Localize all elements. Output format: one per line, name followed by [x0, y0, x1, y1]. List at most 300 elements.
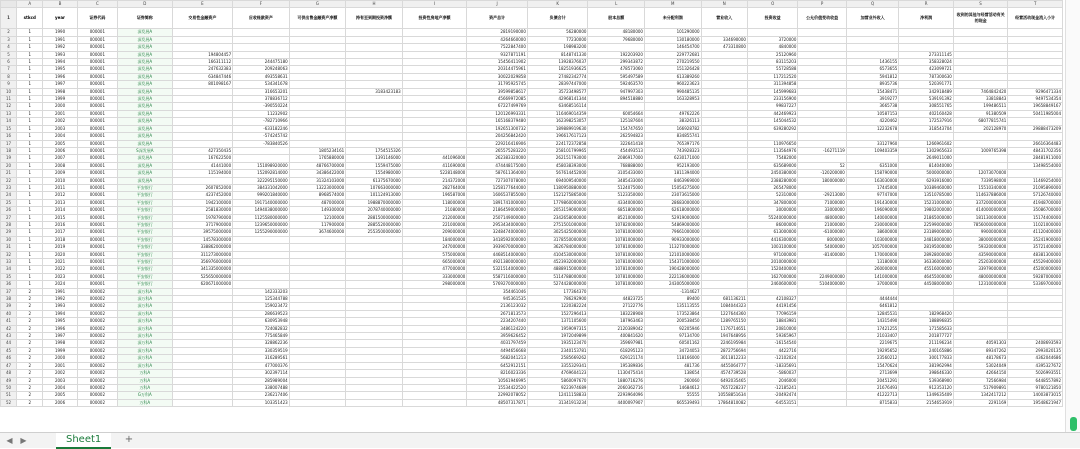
table-cell[interactable]: 2234207440 [467, 318, 528, 325]
table-cell[interactable] [346, 110, 403, 117]
row-number[interactable]: 9 [1, 81, 17, 88]
table-cell[interactable]: 33818843 [953, 96, 1008, 103]
table-cell[interactable]: 深万科A [118, 296, 173, 303]
table-cell[interactable]: 5941812 [846, 73, 898, 80]
table-cell[interactable] [953, 29, 1008, 36]
table-cell[interactable]: 1880716276 [588, 377, 645, 384]
table-cell[interactable]: 19548621947 [1008, 399, 1063, 406]
table-cell[interactable]: 1 [17, 177, 43, 184]
table-cell[interactable]: 2 [17, 362, 43, 369]
table-cell[interactable]: 681136211 [701, 296, 747, 303]
row-number[interactable]: 52 [1, 399, 17, 406]
table-cell[interactable]: 1255290000000 [233, 229, 290, 236]
table-cell[interactable]: 146454700 [644, 44, 701, 51]
table-cell[interactable]: 深发展A [118, 125, 173, 132]
table-cell[interactable] [402, 399, 467, 406]
table-cell[interactable]: 55555 [644, 392, 701, 399]
table-cell[interactable]: 192203920 [588, 51, 645, 58]
table-cell[interactable] [953, 310, 1008, 317]
table-cell[interactable]: 3486124220 [467, 325, 528, 332]
table-cell[interactable]: 14315490 [846, 318, 898, 325]
column-header[interactable]: F [233, 1, 290, 8]
table-cell[interactable]: 3717900000 [172, 221, 233, 228]
table-cell[interactable]: 1436155 [846, 59, 898, 66]
table-cell[interactable]: 2001 [43, 110, 77, 117]
table-cell[interactable] [402, 73, 467, 80]
table-cell[interactable] [172, 333, 233, 340]
table-cell[interactable]: 1371105600 [527, 318, 588, 325]
column-header[interactable]: P [798, 1, 846, 8]
table-cell[interactable] [346, 66, 403, 73]
table-cell[interactable] [1008, 288, 1063, 295]
table-cell[interactable] [346, 103, 403, 110]
row-number[interactable]: 1 [1, 8, 17, 29]
header-cell[interactable]: 交易性金融资产 [172, 8, 233, 29]
table-cell[interactable]: 4264660000 [467, 36, 528, 43]
table-cell[interactable]: 5000000000 [899, 170, 954, 177]
table-cell[interactable]: 2713699 [846, 370, 898, 377]
table-cell[interactable]: 10781000000 [588, 273, 645, 280]
table-cell[interactable] [798, 133, 846, 140]
table-cell[interactable]: 1 [17, 110, 43, 117]
header-cell[interactable]: 应收账款资产 [233, 8, 290, 29]
table-cell[interactable] [953, 81, 1008, 88]
table-cell[interactable]: 341335000000 [172, 266, 233, 273]
table-cell[interactable] [402, 340, 467, 347]
table-cell[interactable] [953, 333, 1008, 340]
table-cell[interactable]: 12411158833 [527, 392, 588, 399]
table-cell[interactable]: 3105433000 [588, 170, 645, 177]
table-cell[interactable] [172, 118, 233, 125]
table-cell[interactable]: 54869000000 [644, 221, 701, 228]
table-cell[interactable]: 768888000 [588, 162, 645, 169]
table-cell[interactable] [172, 133, 233, 140]
table-cell[interactable] [172, 44, 233, 51]
table-cell[interactable]: 2010000000 [747, 259, 797, 266]
table-cell[interactable]: 20810000 [747, 325, 797, 332]
table-cell[interactable]: 190428000000 [644, 266, 701, 273]
table-cell[interactable]: 1391146000 [346, 155, 403, 162]
table-cell[interactable]: 12232678 [846, 125, 898, 132]
table-cell[interactable] [346, 281, 403, 288]
table-cell[interactable]: 79661000000 [644, 229, 701, 236]
table-cell[interactable]: 5228148000 [402, 170, 467, 177]
table-cell[interactable] [701, 281, 747, 288]
table-cell[interactable]: 192651300732 [467, 125, 528, 132]
table-cell[interactable]: 2013 [43, 199, 77, 206]
table-cell[interactable]: 814040000 [899, 162, 954, 169]
table-cell[interactable] [1008, 303, 1063, 310]
table-cell[interactable]: 2 [17, 325, 43, 332]
table-cell[interactable]: 298000000 [402, 281, 467, 288]
table-cell[interactable]: 000002 [77, 296, 117, 303]
row-number[interactable]: 14 [1, 118, 17, 125]
table-cell[interactable]: 68077815741 [953, 118, 1008, 125]
table-cell[interactable]: 121010000000 [644, 251, 701, 258]
table-cell[interactable]: 10781000000 [588, 244, 645, 251]
table-cell[interactable]: 000001 [77, 273, 117, 280]
table-cell[interactable] [953, 44, 1008, 51]
table-cell[interactable] [846, 51, 898, 58]
table-cell[interactable]: 912353120 [899, 384, 954, 391]
table-cell[interactable]: 2 [17, 310, 43, 317]
table-cell[interactable]: 183228908 [588, 310, 645, 317]
table-cell[interactable]: 575000000 [402, 251, 467, 258]
table-cell[interactable]: 1779860000000 [527, 199, 588, 206]
table-cell[interactable] [798, 125, 846, 132]
table-cell[interactable]: 48000000000 [953, 273, 1008, 280]
table-cell[interactable] [172, 29, 233, 36]
table-cell[interactable]: 282764000 [402, 184, 467, 191]
add-sheet-button[interactable]: + [124, 434, 134, 445]
table-cell[interactable]: 247000000 [402, 244, 467, 251]
table-cell[interactable]: 4574739528 [701, 370, 747, 377]
table-cell[interactable] [289, 392, 346, 399]
table-cell[interactable]: 116469014359 [527, 110, 588, 117]
table-cell[interactable] [953, 296, 1008, 303]
table-cell[interactable]: 4888915000000 [527, 266, 588, 273]
table-cell[interactable]: 4769604123 [527, 370, 588, 377]
table-cell[interactable] [798, 118, 846, 125]
table-cell[interactable] [402, 118, 467, 125]
table-cell[interactable]: 743928323 [644, 147, 701, 154]
column-header[interactable]: C [77, 1, 117, 8]
table-cell[interactable]: 1 [17, 214, 43, 221]
table-cell[interactable] [172, 362, 233, 369]
table-cell[interactable]: 229216416906 [467, 140, 528, 147]
table-cell[interactable]: 311273000000 [172, 251, 233, 258]
table-cell[interactable]: 89400 [644, 296, 701, 303]
table-cell[interactable]: 000001 [77, 140, 117, 147]
table-cell[interactable]: 477000000 [402, 266, 467, 273]
header-cell[interactable]: year [43, 8, 77, 29]
table-cell[interactable]: 89347262 [953, 347, 1008, 354]
table-cell[interactable]: 38600000 [846, 229, 898, 236]
table-cell[interactable] [953, 36, 1008, 43]
row-number[interactable]: 21 [1, 170, 17, 177]
table-cell[interactable]: 221000000 [402, 221, 467, 228]
table-cell[interactable] [233, 251, 290, 258]
table-cell[interactable]: 6851800000 [588, 207, 645, 214]
table-cell[interactable]: 1 [17, 162, 43, 169]
table-cell[interactable]: 77096159 [747, 310, 797, 317]
table-cell[interactable] [289, 310, 346, 317]
table-cell[interactable]: 1 [17, 229, 43, 236]
table-cell[interactable] [172, 347, 233, 354]
table-cell[interactable]: 629121174 [588, 355, 645, 362]
table-cell[interactable] [1008, 36, 1063, 43]
table-cell[interactable]: 2022 [43, 266, 77, 273]
table-cell[interactable]: 334690000 [701, 36, 747, 43]
table-cell[interactable] [289, 384, 346, 391]
table-cell[interactable] [233, 266, 290, 273]
table-cell[interactable]: 166928782 [644, 125, 701, 132]
table-cell[interactable]: 3720000 [747, 36, 797, 43]
table-cell[interactable] [233, 259, 290, 266]
table-cell[interactable]: 平安银行 [118, 214, 173, 221]
table-cell[interactable] [346, 370, 403, 377]
table-cell[interactable]: 28481911000 [1008, 155, 1063, 162]
column-header[interactable]: T [1008, 1, 1063, 8]
table-cell[interactable]: 138654 [644, 370, 701, 377]
table-cell[interactable]: -633182246 [233, 125, 290, 132]
table-cell[interactable]: 41120400000 [1008, 229, 1063, 236]
table-cell[interactable]: 000001 [77, 81, 117, 88]
row-number[interactable]: 16 [1, 133, 17, 140]
table-cell[interactable]: 2004 [43, 133, 77, 140]
table-cell[interactable] [1008, 170, 1063, 177]
table-cell[interactable]: 333000000 [402, 273, 467, 280]
table-cell[interactable] [233, 244, 290, 251]
column-header[interactable]: L [588, 1, 645, 8]
table-cell[interactable]: 15470624 [846, 362, 898, 369]
table-cell[interactable]: 3939070000000 [467, 244, 528, 251]
table-cell[interactable]: 173523864 [644, 310, 701, 317]
table-cell[interactable] [588, 103, 645, 110]
table-cell[interactable] [289, 29, 346, 36]
table-cell[interactable]: 567614452000 [527, 170, 588, 177]
table-cell[interactable] [289, 370, 346, 377]
table-cell[interactable]: 2 [17, 370, 43, 377]
table-cell[interactable]: 5860097670 [527, 377, 588, 384]
table-cell[interactable]: -1314627 [644, 288, 701, 295]
row-number[interactable]: 26 [1, 207, 17, 214]
table-cell[interactable]: 330359519 [233, 347, 290, 354]
table-cell[interactable]: 2819190000 [467, 29, 528, 36]
table-cell[interactable] [289, 96, 346, 103]
table-cell[interactable]: 765397176 [644, 140, 701, 147]
row-number[interactable]: 41 [1, 318, 17, 325]
table-cell[interactable] [701, 288, 747, 295]
table-cell[interactable]: 960223623 [644, 81, 701, 88]
table-cell[interactable] [233, 29, 290, 36]
table-cell[interactable]: 1 [17, 207, 43, 214]
table-cell[interactable]: 196617617123 [527, 133, 588, 140]
table-cell[interactable]: 1 [17, 259, 43, 266]
table-cell[interactable]: 152092814000 [233, 170, 290, 177]
table-cell[interactable] [346, 251, 403, 258]
table-cell[interactable] [346, 296, 403, 303]
table-cell[interactable] [846, 29, 898, 36]
table-cell[interactable]: 308551765 [899, 103, 954, 110]
table-cell[interactable] [798, 399, 846, 406]
table-cell[interactable] [701, 244, 747, 251]
table-cell[interactable]: 1302965633 [899, 147, 954, 154]
table-cell[interactable]: 101290000 [644, 29, 701, 36]
row-number[interactable]: 37 [1, 288, 17, 295]
table-cell[interactable] [953, 318, 1008, 325]
scroll-thumb[interactable] [1070, 417, 1077, 431]
table-cell[interactable]: 深发展A [118, 170, 173, 177]
table-cell[interactable]: 1125580000000 [233, 214, 290, 221]
table-cell[interactable]: 10781000000 [588, 251, 645, 258]
table-cell[interactable]: 2186459000000 [467, 207, 528, 214]
table-cell[interactable]: 45669972085 [467, 96, 528, 103]
table-cell[interactable] [289, 281, 346, 288]
table-cell[interactable]: 630953948 [233, 318, 290, 325]
table-cell[interactable]: 230000000 [846, 221, 898, 228]
table-cell[interactable]: 000001 [77, 125, 117, 132]
table-cell[interactable]: 3626784000000 [527, 244, 588, 251]
table-cell[interactable]: 118166000 [644, 355, 701, 362]
table-cell[interactable]: 59320000000 [953, 244, 1008, 251]
table-cell[interactable]: 2078740000000 [346, 207, 403, 214]
table-cell[interactable]: 265575283220 [467, 147, 528, 154]
table-cell[interactable]: 1994 [43, 310, 77, 317]
row-number[interactable]: 10 [1, 88, 17, 95]
table-cell[interactable]: 75482000 [747, 155, 797, 162]
table-cell[interactable] [402, 110, 467, 117]
table-cell[interactable] [402, 147, 467, 154]
table-cell[interactable]: 149300000 [289, 207, 346, 214]
table-cell[interactable]: 1 [17, 147, 43, 154]
table-cell[interactable]: 5769270000000 [467, 281, 528, 288]
table-cell[interactable]: 8715833 [846, 399, 898, 406]
table-cell[interactable] [402, 36, 467, 43]
table-cell[interactable]: -12102024 [747, 355, 797, 362]
table-cell[interactable]: -64553151 [747, 399, 797, 406]
table-cell[interactable] [346, 236, 403, 243]
header-cell[interactable]: 经营活动现金流入小计 [1008, 8, 1063, 29]
table-cell[interactable] [172, 399, 233, 406]
table-cell[interactable] [346, 140, 403, 147]
table-cell[interactable]: 1990 [43, 29, 77, 36]
table-cell[interactable]: 1 [17, 273, 43, 280]
table-cell[interactable] [798, 259, 846, 266]
table-cell[interactable]: 200538450 [644, 318, 701, 325]
table-cell[interactable] [1008, 310, 1063, 317]
table-cell[interactable]: 3183423183 [346, 88, 403, 95]
table-cell[interactable]: 520391771 [899, 81, 954, 88]
table-cell[interactable]: 247632383 [172, 66, 233, 73]
table-cell[interactable]: 2000 [43, 355, 77, 362]
row-number[interactable]: 13 [1, 110, 17, 117]
table-cell[interactable]: 398646330 [899, 370, 954, 377]
table-cell[interactable]: 10389460000 [899, 184, 954, 191]
table-cell[interactable]: 13928376037 [527, 59, 588, 66]
table-cell[interactable]: 240165886 [899, 347, 954, 354]
table-cell[interactable] [402, 355, 467, 362]
table-cell[interactable]: 000001 [77, 88, 117, 95]
table-cell[interactable] [402, 362, 467, 369]
table-cell[interactable]: 2016 [43, 221, 77, 228]
table-cell[interactable] [701, 273, 747, 280]
table-cell[interactable]: 1805234161 [289, 147, 346, 154]
table-cell[interactable]: 1239650000000 [233, 221, 290, 228]
table-cell[interactable]: 49762226 [644, 110, 701, 117]
table-cell[interactable]: -29213000 [798, 192, 846, 199]
table-cell[interactable]: 694009540000 [527, 177, 588, 184]
table-cell[interactable]: 2885520000000 [346, 221, 403, 228]
table-cell[interactable]: 28397447000 [527, 81, 588, 88]
table-cell[interactable] [798, 384, 846, 391]
table-cell[interactable] [899, 44, 954, 51]
table-cell[interactable] [701, 133, 747, 140]
table-cell[interactable] [701, 147, 747, 154]
table-cell[interactable]: 39575000000 [172, 229, 233, 236]
table-cell[interactable] [172, 125, 233, 132]
table-cell[interactable]: 深万科A [118, 340, 173, 347]
table-cell[interactable]: -61000000 [798, 229, 846, 236]
table-cell[interactable]: G万科A [118, 392, 173, 399]
row-number[interactable]: 8 [1, 73, 17, 80]
table-cell[interactable]: 894518880 [588, 96, 645, 103]
table-cell[interactable] [798, 73, 846, 80]
table-cell[interactable]: 224172372858 [527, 140, 588, 147]
table-cell[interactable] [899, 303, 954, 310]
table-cell[interactable] [402, 29, 467, 36]
table-cell[interactable]: 18251936625 [527, 66, 588, 73]
table-cell[interactable]: 52919000000 [644, 214, 701, 221]
table-cell[interactable]: 深发展A [118, 81, 173, 88]
table-cell[interactable]: 786292900 [527, 296, 588, 303]
column-header[interactable]: J [467, 1, 528, 8]
table-cell[interactable] [172, 392, 233, 399]
table-cell[interactable]: 45200000000 [1008, 266, 1063, 273]
row-number[interactable]: 29 [1, 229, 17, 236]
table-cell[interactable]: 1754515326 [346, 147, 403, 154]
table-cell[interactable] [701, 214, 747, 221]
table-cell[interactable] [289, 333, 346, 340]
table-cell[interactable]: 114637886000 [953, 192, 1008, 199]
table-cell[interactable] [798, 325, 846, 332]
table-cell[interactable]: 4444444 [846, 296, 898, 303]
table-cell[interactable]: 1997 [43, 81, 77, 88]
table-cell[interactable]: 10781000000 [588, 229, 645, 236]
table-cell[interactable]: 2751501000000 [527, 221, 588, 228]
table-cell[interactable]: 55728588 [747, 66, 797, 73]
table-cell[interactable]: 316289561 [233, 355, 290, 362]
table-cell[interactable] [899, 288, 954, 295]
table-cell[interactable]: 深发展A [118, 44, 173, 51]
table-cell[interactable]: 613389260 [644, 73, 701, 80]
table-cell[interactable]: 15231000000 [899, 199, 954, 206]
table-cell[interactable]: -12185241 [747, 384, 797, 391]
table-cell[interactable]: 2 [17, 288, 43, 295]
table-cell[interactable] [953, 133, 1008, 140]
table-cell[interactable]: 5321514000000 [467, 266, 528, 273]
table-cell[interactable] [798, 59, 846, 66]
table-cell[interactable]: 1999 [43, 347, 77, 354]
table-cell[interactable]: 236217406 [233, 392, 290, 399]
table-cell[interactable]: 618295123 [588, 347, 645, 354]
table-cell[interactable] [289, 133, 346, 140]
table-cell[interactable]: 487000000 [289, 199, 346, 206]
table-cell[interactable]: 2291169 [953, 399, 1008, 406]
table-cell[interactable]: 深发展A [118, 59, 173, 66]
table-cell[interactable]: 130180000 [644, 36, 701, 43]
table-cell[interactable]: 163030000 [846, 177, 898, 184]
table-cell[interactable]: 2053159000000 [527, 207, 588, 214]
table-cell[interactable]: 17421255 [846, 325, 898, 332]
table-cell[interactable] [701, 184, 747, 191]
table-cell[interactable] [701, 251, 747, 258]
table-cell[interactable]: 000001 [77, 103, 117, 110]
table-cell[interactable] [346, 362, 403, 369]
table-cell[interactable]: 3178550000000 [527, 236, 588, 243]
table-cell[interactable]: 35721400000 [1008, 244, 1063, 251]
table-cell[interactable]: 000001 [77, 66, 117, 73]
table-cell[interactable] [172, 355, 233, 362]
table-cell[interactable]: 454493513 [588, 147, 645, 154]
table-cell[interactable]: 3011812233 [701, 355, 747, 362]
table-cell[interactable]: 1 [17, 170, 43, 177]
table-cell[interactable]: 1289765150 [701, 318, 747, 325]
table-cell[interactable]: 1 [17, 266, 43, 273]
table-cell[interactable]: 947997303 [588, 88, 645, 95]
table-cell[interactable]: 158790000 [846, 170, 898, 177]
header-cell[interactable]: 投资收益 [747, 8, 797, 29]
